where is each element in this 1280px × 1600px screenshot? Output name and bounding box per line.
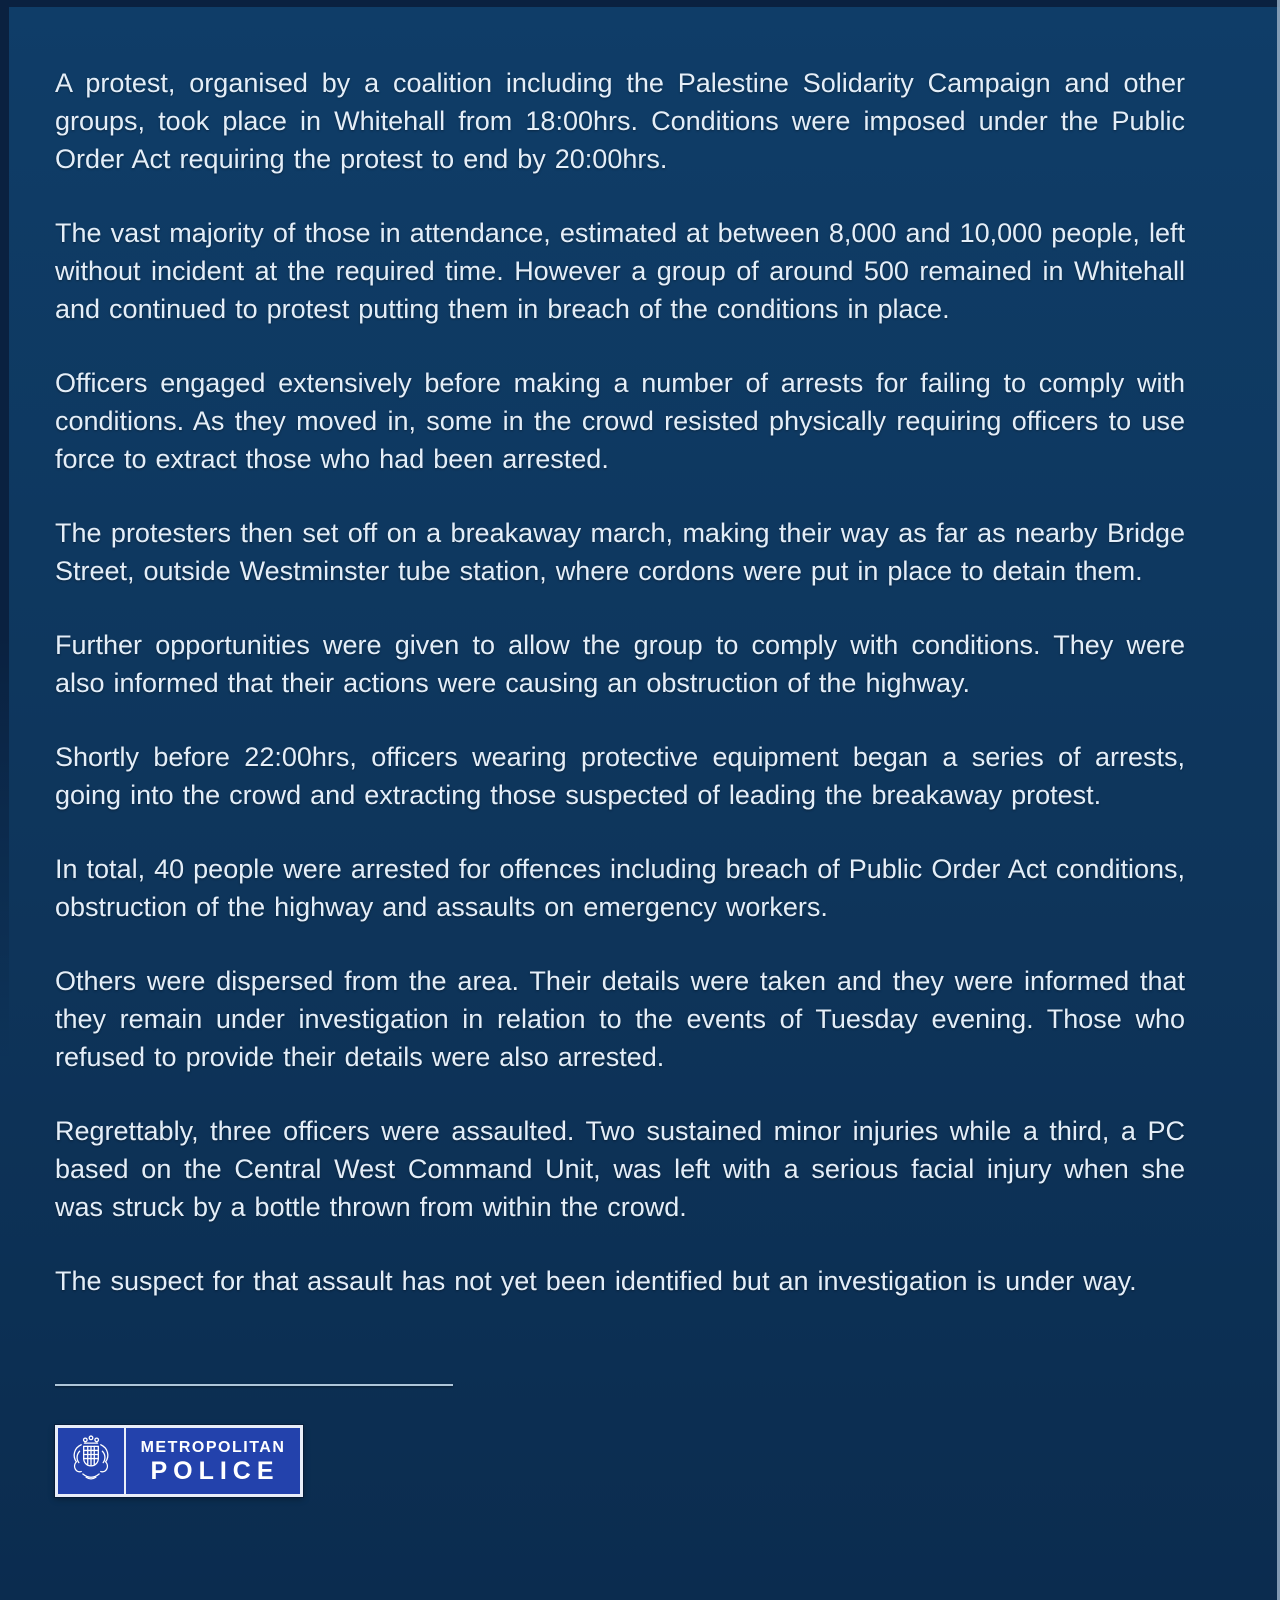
- statement-paragraph: The vast majority of those in attendance, estimated at between 8,000 and 10,000 people, left without incident at the required time. However a group of around 500 remained in Whitehall and continued to protest putting them in breach of the conditions in place.: [55, 218, 1185, 324]
- statement-paragraph: A protest, organised by a coalition including the Palestine Solidarity Campaign and other groups, took place in Whitehall from 18:00hrs. Conditions were imposed under the Public Order Act requiring the protest to end by 20:00hrs.: [55, 68, 1185, 174]
- met-police-crest-icon: [58, 1428, 124, 1494]
- statement-paragraph: The suspect for that assault has not yet been identified but an investigation is under way.: [55, 1266, 1137, 1296]
- met-police-logo: [55, 1425, 303, 1497]
- statement-paragraph: The protesters then set off on a breakaway march, making their way as far as nearby Bridge Street, outside Westminster tube station, where cordons were put in place to detain them.: [55, 518, 1185, 586]
- statement-paragraph: Shortly before 22:00hrs, officers wearing protective equipment began a series of arrests, going into the crowd and extracting those suspected of leading the breakaway protest.: [55, 742, 1185, 810]
- statement-paragraph: In total, 40 people were arrested for offences including breach of Public Order Act conditions, obstruction of the highway and assaults on emergency workers.: [55, 854, 1185, 922]
- footer-divider: [55, 1384, 453, 1386]
- logo-text: [126, 1428, 300, 1494]
- logo-police-label: POLICE: [150, 1456, 280, 1485]
- statement-paragraph: Further opportunities were given to allow the group to comply with conditions. They were also informed that their actions were causing an obstruction of the highway.: [55, 630, 1185, 698]
- statement-paragraph: Officers engaged extensively before making a number of arrests for failing to comply with conditions. As they moved in, some in the crowd resisted physically requiring officers to use force to extract those who had been arrested.: [55, 368, 1185, 474]
- statement-paragraph: Others were dispersed from the area. Their details were taken and they were informed that they remain under investigation in relation to the events of Tuesday evening. Those who refused to provide their details were also arrested.: [55, 966, 1185, 1072]
- statement-paragraph: Regrettably, three officers were assaulted. Two sustained minor injuries while a third, a PC based on the Central West Command Unit, was left with a serious facial injury when she was struck by a bottle thrown from within the crowd.: [55, 1116, 1185, 1222]
- logo-metropolitan-label: METROPOLITAN: [140, 1438, 286, 1456]
